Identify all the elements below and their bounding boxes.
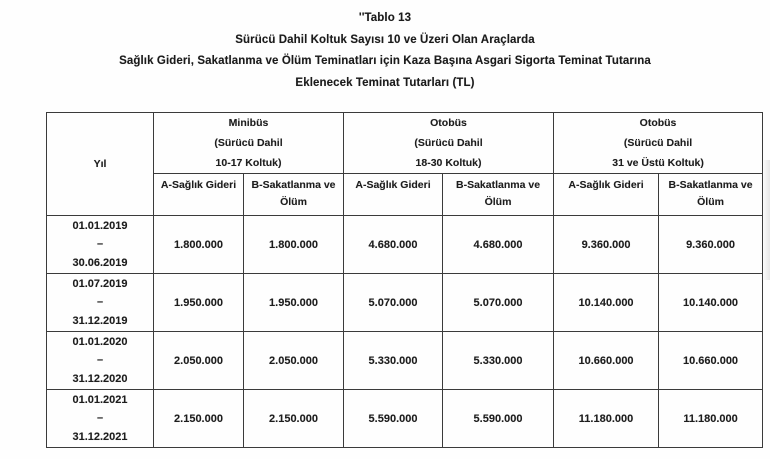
- period-start: 01.01.2020: [72, 335, 128, 348]
- period-cell: [47, 390, 154, 448]
- table-number-caption: ''Tablo 13: [358, 12, 412, 24]
- period-end: 31.12.2021: [72, 430, 128, 443]
- value-cell: 2.150.000: [244, 390, 344, 448]
- subheader-otobus2-sakatlanma-olum: [659, 174, 763, 216]
- group-header-row: [47, 113, 763, 174]
- period-dash: –: [96, 354, 104, 367]
- table-row-2019-h2: [47, 274, 763, 332]
- value-cell: 1.950.000: [244, 274, 344, 332]
- subheader-label: A-Sağlık Gideri: [160, 179, 237, 191]
- coverage-amounts-table: [46, 112, 763, 448]
- value-cell: 4.680.000: [443, 216, 554, 274]
- subheader-label: Ölüm: [280, 195, 307, 208]
- subheader-label: A-Sağlık Gideri: [355, 179, 431, 191]
- table-row-2019-h1: [47, 216, 763, 274]
- value-cell: 10.140.000: [659, 274, 763, 332]
- period-cell: [47, 332, 154, 390]
- value-cell: 5.070.000: [344, 274, 443, 332]
- title-line-coverage-scope: Sağlık Gideri, Sakatlanma ve Ölüm Teminatları için Kaza Başına Asgari Sigorta Teminat Tutarına: [119, 55, 651, 67]
- period-dash: –: [96, 238, 104, 251]
- value-cell: 5.330.000: [344, 332, 443, 390]
- value-cell: 2.050.000: [154, 332, 244, 390]
- period-end: 30.06.2019: [72, 256, 128, 269]
- value-cell: 5.330.000: [443, 332, 554, 390]
- group-seat-range: 31 ve Üstü Koltuk): [612, 157, 704, 169]
- value-cell: 2.150.000: [154, 390, 244, 448]
- period-dash: –: [96, 296, 104, 309]
- value-cell: 10.140.000: [554, 274, 659, 332]
- value-cell: 1.800.000: [154, 216, 244, 274]
- value-cell: 11.180.000: [659, 390, 763, 448]
- subheader-label: Ölüm: [484, 195, 512, 208]
- table-row-2021: [47, 390, 763, 448]
- group-header-otobus-31-plus: [554, 113, 763, 174]
- group-driver-note: (Sürücü Dahil: [623, 137, 693, 149]
- title-line-vehicle-scope: Sürücü Dahil Koltuk Sayısı 10 ve Üzeri Olan Araçlarda: [235, 33, 535, 46]
- period-start: 01.01.2019: [72, 219, 128, 232]
- subheader-otobus1-saglik-gideri: [344, 174, 443, 216]
- group-name: Otobüs: [430, 117, 467, 129]
- value-cell: 5.070.000: [443, 274, 554, 332]
- group-seat-range: 18-30 Koltuk): [415, 157, 482, 169]
- group-header-minibus-10-17: [154, 113, 344, 174]
- value-cell: 1.950.000: [154, 274, 244, 332]
- title-line-amounts: Eklenecek Teminat Tutarları (TL): [295, 76, 475, 89]
- value-cell: 11.180.000: [554, 390, 659, 448]
- subheader-row: [47, 174, 763, 216]
- group-name: Otobüs: [639, 117, 677, 129]
- value-cell: 4.680.000: [344, 216, 443, 274]
- period-start: 01.07.2019: [72, 277, 128, 290]
- subheader-label: B-Sakatlanma ve: [456, 179, 541, 191]
- subheader-label: B-Sakatlanma ve: [251, 179, 336, 191]
- subheader-minibus-saglik-gideri: [154, 174, 244, 216]
- scan-artifact-shadow: [762, 160, 770, 280]
- value-cell: 10.660.000: [554, 332, 659, 390]
- group-name: Minibüs: [228, 117, 269, 129]
- subheader-otobus2-saglik-gideri: [554, 174, 659, 216]
- period-dash: –: [96, 412, 104, 425]
- period-start: 01.01.2021: [72, 393, 128, 406]
- table-row-2020: [47, 332, 763, 390]
- period-cell: [47, 274, 154, 332]
- value-cell: 9.360.000: [554, 216, 659, 274]
- value-cell: 5.590.000: [443, 390, 554, 448]
- value-cell: 1.800.000: [244, 216, 344, 274]
- subheader-label: A-Sağlık Gideri: [568, 179, 644, 191]
- period-end: 31.12.2019: [72, 314, 128, 327]
- subheader-label: Ölüm: [697, 195, 724, 208]
- value-cell: 2.050.000: [244, 332, 344, 390]
- year-column-header: Yıl: [47, 113, 154, 216]
- subheader-label: B-Sakatlanma ve: [668, 179, 753, 191]
- document-title-block: [0, 8, 770, 94]
- value-cell: 5.590.000: [344, 390, 443, 448]
- value-cell: 10.660.000: [659, 332, 763, 390]
- value-cell: 9.360.000: [659, 216, 763, 274]
- group-seat-range: 10-17 Koltuk): [215, 157, 282, 169]
- subheader-otobus1-sakatlanma-olum: [443, 174, 554, 216]
- period-end: 31.12.2020: [72, 372, 128, 385]
- subheader-minibus-sakatlanma-olum: [244, 174, 344, 216]
- period-cell: [47, 216, 154, 274]
- group-header-otobus-18-30: [344, 113, 554, 174]
- group-driver-note: (Sürücü Dahil: [414, 137, 483, 149]
- group-driver-note: (Sürücü Dahil: [214, 137, 283, 149]
